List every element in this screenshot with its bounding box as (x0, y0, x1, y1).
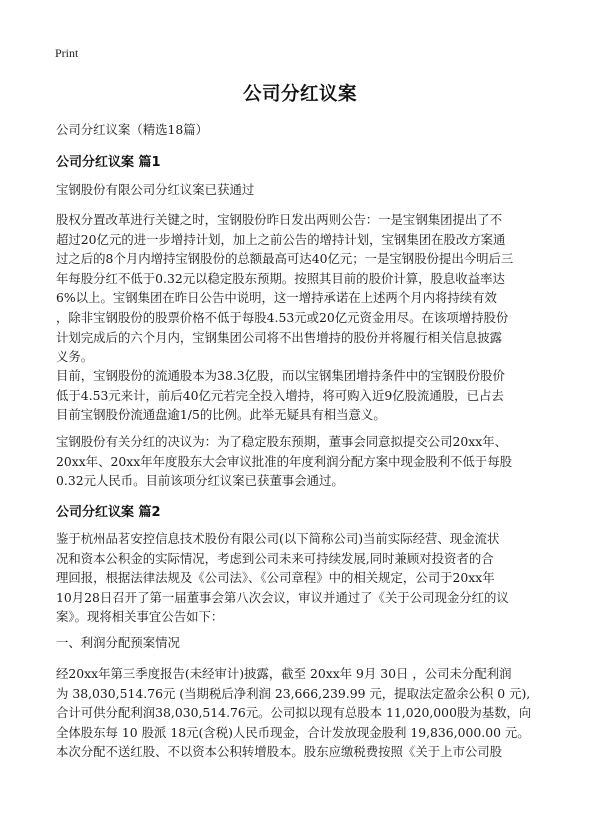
paragraph-line: 6%以上。宝钢集团在昨日公告中说明，这一增持承诺在上述两个月内将持续有效 (56, 290, 497, 306)
paragraph-line: 况和资本公积金的实际情况，考虑到公司未来可持续发展,同时兼顾对投资者的合 (56, 550, 494, 566)
paragraph-line: 合计可供分配利润38,030,514.76元。公司拟以现有总股本 11,020,000股为基数，向 (56, 705, 532, 721)
section2-paragraph-1 (56, 529, 548, 627)
section1-paragraph-1 (56, 180, 548, 200)
section2-heading: 公司分红议案 篇2 (56, 505, 161, 520)
paragraph-line: 低于4.53元来计，前后40亿元若完全投入增持，将可购入近9亿股流通股，已占去 (56, 387, 504, 403)
page-title: 公司分红议案 (242, 84, 357, 105)
section1-paragraph-4 (56, 432, 548, 491)
paragraph-line: 鉴于杭州品茗安控信息技术股份有限公司(以下简称公司)当前实际经营、现金流状 (56, 531, 500, 546)
paragraph-line: 超过20亿元的进一步增持计划，加上之前公告的增持计划，宝钢集团在股改方案通 (56, 231, 506, 247)
paragraph-line: 目前宝钢股份流通盘逾1/5的比例。此举无疑具有相当意义。 (56, 407, 386, 423)
paragraph-line: 一、利润分配预案情况 (56, 635, 180, 650)
document-subtitle (56, 120, 548, 140)
paragraph-line: 计划完成后的六个月内，宝钢集团公司将不出售增持的股份并将履行相关信息披露 (56, 329, 503, 345)
paragraph-line: 案》。现将相关事宜公告如下： (56, 609, 224, 625)
paragraph-line: 理回报，根据法律法规及《公司法》、《公司章程》中的相关规定，公司于20xx年 (56, 570, 495, 586)
paragraph-line: 宝钢股份有限公司分红议案已获通过 (56, 182, 255, 197)
print-label[interactable]: Print (55, 46, 79, 60)
section1-paragraph-3 (56, 366, 548, 425)
paragraph-line: 宝钢股份有关分红的决议为：为了稳定股东预期，董事会同意拟提交公司20xx年、 (56, 434, 508, 449)
paragraph-line: 股权分置改革进行关键之时，宝钢股份昨日发出两则公告：一是宝钢集团提出了不 (56, 212, 503, 227)
subtitle-line: 公司分红议案（精选18篇） (56, 122, 209, 137)
section2-paragraph-2 (56, 664, 548, 762)
section1-heading: 公司分红议案 篇1 (56, 155, 161, 170)
paragraph-line: 0.32元人民币。目前该项分红议案已获董事会通过。 (56, 473, 344, 489)
paragraph-line: ，除非宝钢股份的股票价格不低于每股4.53元或20亿元资金用尽。在该项增持股份 (56, 309, 509, 325)
paragraph-line: 经20xx年第三季度报告(未经审计)披露，截至 20xx年 9月 30日 ，公司未分配利润 (56, 666, 512, 681)
paragraph-line: 为 38,030,514.76元 (当期税后净利润 23,666,239.99 元，提取法定盈余公积 0 元), (56, 685, 531, 701)
paragraph-line: 10月28日召开了第一届董事会第八次会议，审议并通过了《关于公司现金分红的议 (56, 589, 509, 605)
paragraph-line: 年每股分红不低于0.32元以稳定股东预期。按照其目前的股价计算，股息收益率达 (56, 270, 505, 286)
paragraph-line: 本次分配不送红股、不以资本公积转增股本。股东应缴税费按照《关于上市公司股 (56, 744, 503, 760)
paragraph-line: 过之后的8个月内增持宝钢股份的总额最高可达40亿元；一是宝钢股份提出今明后三 (56, 251, 514, 267)
paragraph-line: 20xx年、20xx年年度股东大会审议批准的年度利润分配方案中现金股利不低于每股 (56, 453, 512, 469)
paragraph-line: 全体股东每 10 股派 18元(含税)人民币现金，合计发放现金股利 19,836,000.00 元。 (56, 724, 530, 740)
paragraph-line: 义务。 (56, 349, 94, 365)
paragraph-line: 目前，宝钢股份的流通股本为38.3亿股，而以宝钢集团增持条件中的宝钢股份股价 (56, 368, 505, 383)
section2-subheading (56, 633, 548, 653)
section1-paragraph-2 (56, 210, 548, 367)
